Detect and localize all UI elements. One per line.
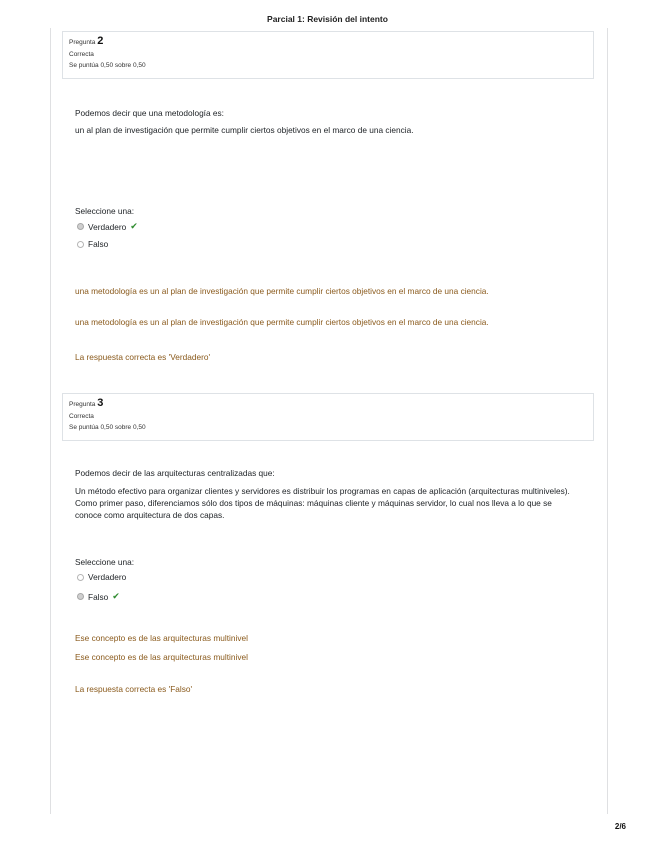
check-icon: ✔ xyxy=(130,221,138,231)
question-status: Correcta xyxy=(69,50,94,58)
question-body: un al plan de investigación que permite cumplir ciertos objetivos en el marco de una ciencia. xyxy=(75,125,414,135)
select-prompt: Seleccione una: xyxy=(75,206,135,216)
question-label xyxy=(69,398,587,411)
question-number: 3 xyxy=(97,397,104,409)
question-label-text: Pregunta xyxy=(69,401,96,408)
question-info-box xyxy=(62,393,594,441)
option-falso[interactable] xyxy=(77,239,108,249)
question-number: 2 xyxy=(97,35,104,47)
general-feedback: Ese concepto es de las arquitecturas multinivel xyxy=(75,652,248,662)
question-info-box xyxy=(62,31,594,79)
option-label: Falso xyxy=(88,239,109,249)
option-falso[interactable] xyxy=(77,591,120,602)
question-status: Correcta xyxy=(69,412,94,420)
question-score: Se puntúa 0,50 sobre 0,50 xyxy=(69,62,146,69)
question-statement: Podemos decir de las arquitecturas centralizadas que: xyxy=(75,468,275,478)
radio-button-selected[interactable] xyxy=(77,223,84,230)
radio-button[interactable] xyxy=(77,574,84,581)
option-label: Verdadero xyxy=(88,221,127,232)
question-statement: Podemos decir que una metodología es: xyxy=(75,108,224,118)
general-feedback: una metodología es un al plan de investigación que permite cumplir ciertos objetivos en el marco de una ciencia. xyxy=(75,317,489,327)
document-title: Parcial 1: Revisión del intento xyxy=(267,14,388,24)
question-body: Un método efectivo para organizar clientes y servidores es distribuir los programas en capas de aplicación (arquitecturas multiniveles). Como primer paso, diferenciamos sólo dos tipos de máquinas: máquinas cliente y máquinas servidor, lo cual nos lleva a lo que se conoce como arquitectura de dos capas. xyxy=(75,486,570,520)
check-icon: ✔ xyxy=(112,591,120,601)
correct-answer-text: La respuesta correcta es 'Verdadero' xyxy=(75,352,211,362)
option-verdadero[interactable] xyxy=(77,572,126,582)
option-label: Verdadero xyxy=(88,572,127,582)
question-label-text: Pregunta xyxy=(69,39,96,46)
radio-button-selected[interactable] xyxy=(77,593,84,600)
option-feedback: una metodología es un al plan de investigación que permite cumplir ciertos objetivos en el marco de una ciencia. xyxy=(75,286,489,296)
question-score: Se puntúa 0,50 sobre 0,50 xyxy=(69,424,146,431)
option-verdadero[interactable] xyxy=(77,221,138,232)
correct-answer-text: La respuesta correcta es 'Falso' xyxy=(75,684,193,694)
question-label xyxy=(69,36,587,49)
option-feedback: Ese concepto es de las arquitecturas multinivel xyxy=(75,633,248,643)
option-label: Falso xyxy=(88,591,109,602)
page-number: 2/6 xyxy=(614,822,626,831)
select-prompt: Seleccione una: xyxy=(75,557,135,567)
radio-button[interactable] xyxy=(77,241,84,248)
